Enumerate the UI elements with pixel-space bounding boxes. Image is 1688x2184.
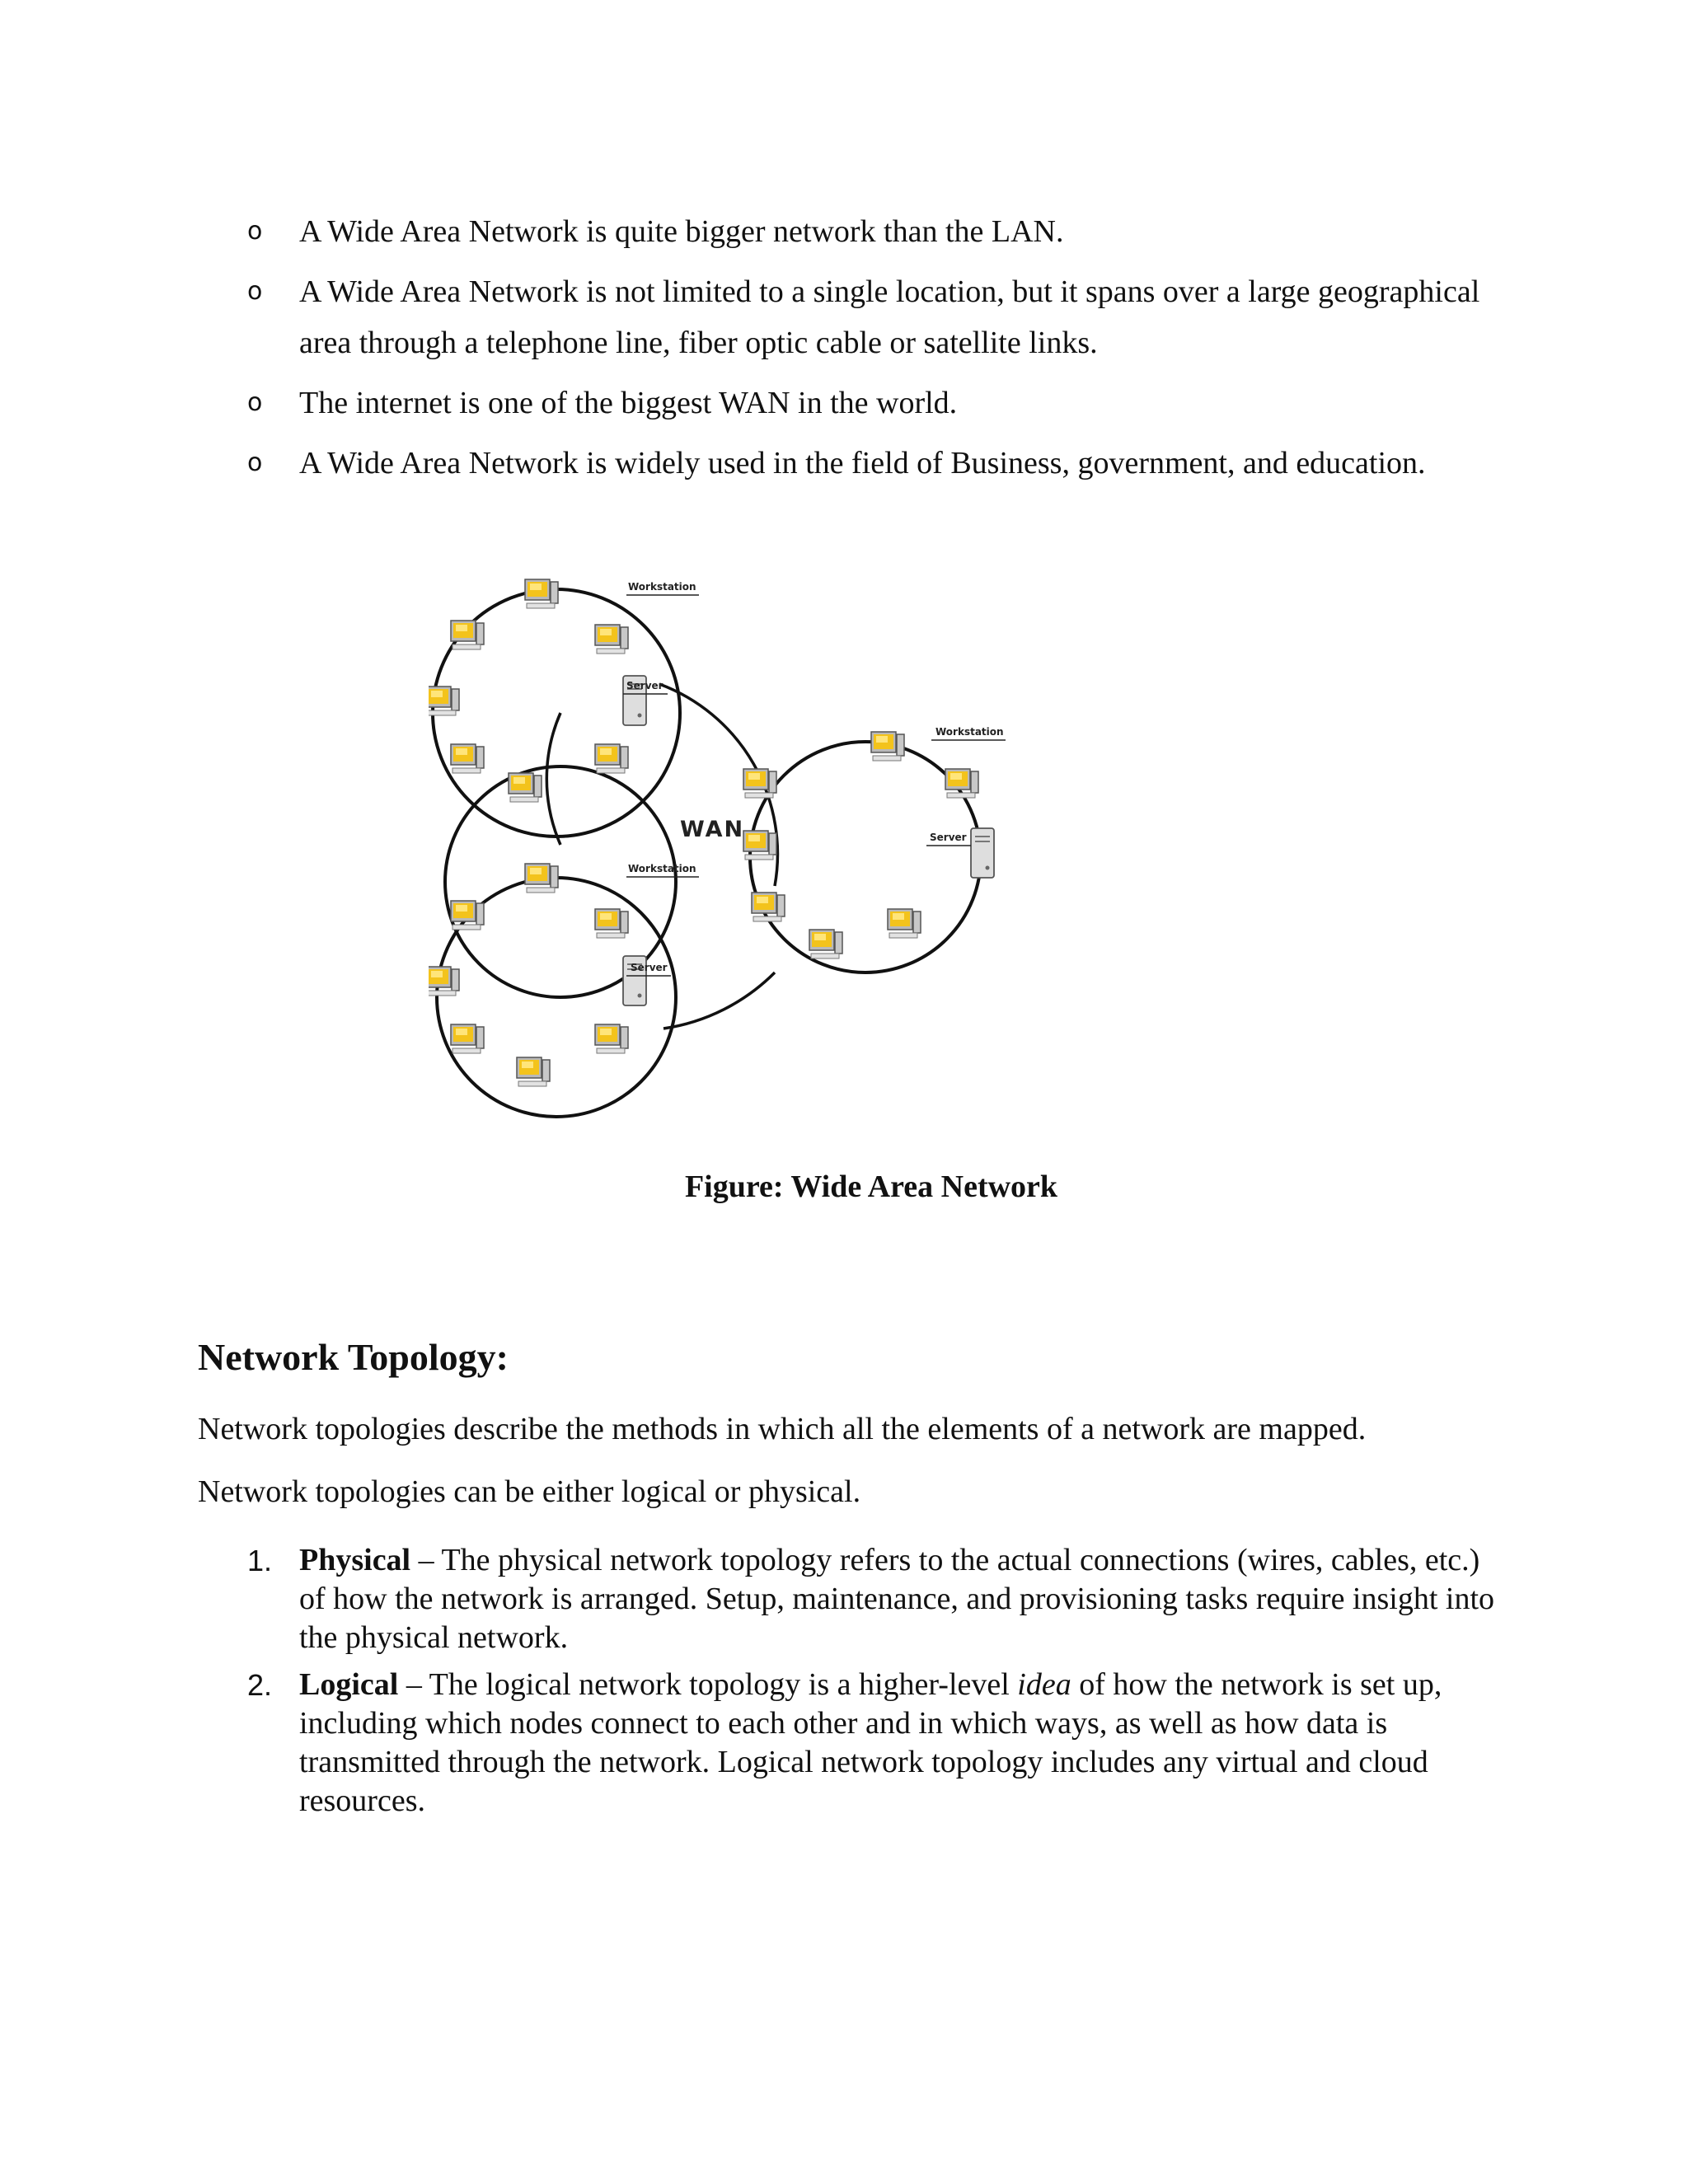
paragraph: Network topologies describe the methods in which all the elements of a network are mapped. [198, 1412, 1367, 1446]
topology-list [247, 1541, 1500, 1829]
item-text: – The physical network topology refers to the actual connections (wires, cables, etc.) of how the network is arranged. Setup, maintenance, and provisioning tasks require insight into the physical network. [299, 1543, 1495, 1655]
bullet-marker: o [247, 448, 263, 477]
bullet-item [247, 438, 1484, 489]
section-heading: Network Topology: [198, 1336, 509, 1378]
bullet-text: A Wide Area Network is widely used in the field of Business, government, and education. [299, 446, 1426, 480]
ring-connections [445, 684, 777, 1029]
topology-item-physical [247, 1541, 1500, 1657]
workstation-label-right: Workstation [935, 726, 1004, 738]
figure-caption [0, 1169, 1688, 1205]
bullet-marker: o [247, 388, 263, 417]
wan-bullet-list [247, 206, 1484, 498]
figure-caption-text: Figure: Wide Area Network [684, 1169, 1058, 1204]
bullet-marker: o [247, 217, 263, 246]
bullet-marker: o [247, 277, 263, 306]
wan-diagram [429, 560, 1071, 1121]
server-label-right: Server [930, 832, 967, 843]
bullet-text: The internet is one of the biggest WAN in the world. [299, 386, 958, 420]
item-term: Logical [299, 1667, 399, 1702]
bullet-item [247, 266, 1484, 368]
paragraph: Network topologies can be either logical or physical. [198, 1474, 861, 1509]
server-label-bottom: Server [631, 962, 668, 973]
bullet-text: A Wide Area Network is not limited to a single location, but it spans over a large geographical area through a telephone line, fiber optic cable or satellite links. [299, 274, 1480, 360]
topology-item-logical [247, 1666, 1500, 1821]
wan-label: WAN [680, 817, 745, 842]
workstation-label-top: Workstation [628, 581, 696, 593]
item-term: Physical [299, 1543, 411, 1577]
bullet-item [247, 377, 1484, 429]
server-label-top: Server [626, 680, 663, 691]
bullet-item [247, 206, 1484, 257]
item-emphasis: idea [1017, 1667, 1071, 1702]
item-number: 1. [247, 1544, 273, 1577]
workstation-label-bottom: Workstation [628, 863, 696, 874]
item-text: – The logical network topology is a higher-level [398, 1667, 1018, 1702]
item-number: 2. [247, 1668, 273, 1702]
bullet-text: A Wide Area Network is quite bigger network than the LAN. [299, 214, 1064, 249]
item-text: of how the network is set up, including which nodes connect to each other and in which ways, as well as how data is transmitted through the network. Logical network topology includes any virtual and cloud resources. [299, 1667, 1442, 1818]
